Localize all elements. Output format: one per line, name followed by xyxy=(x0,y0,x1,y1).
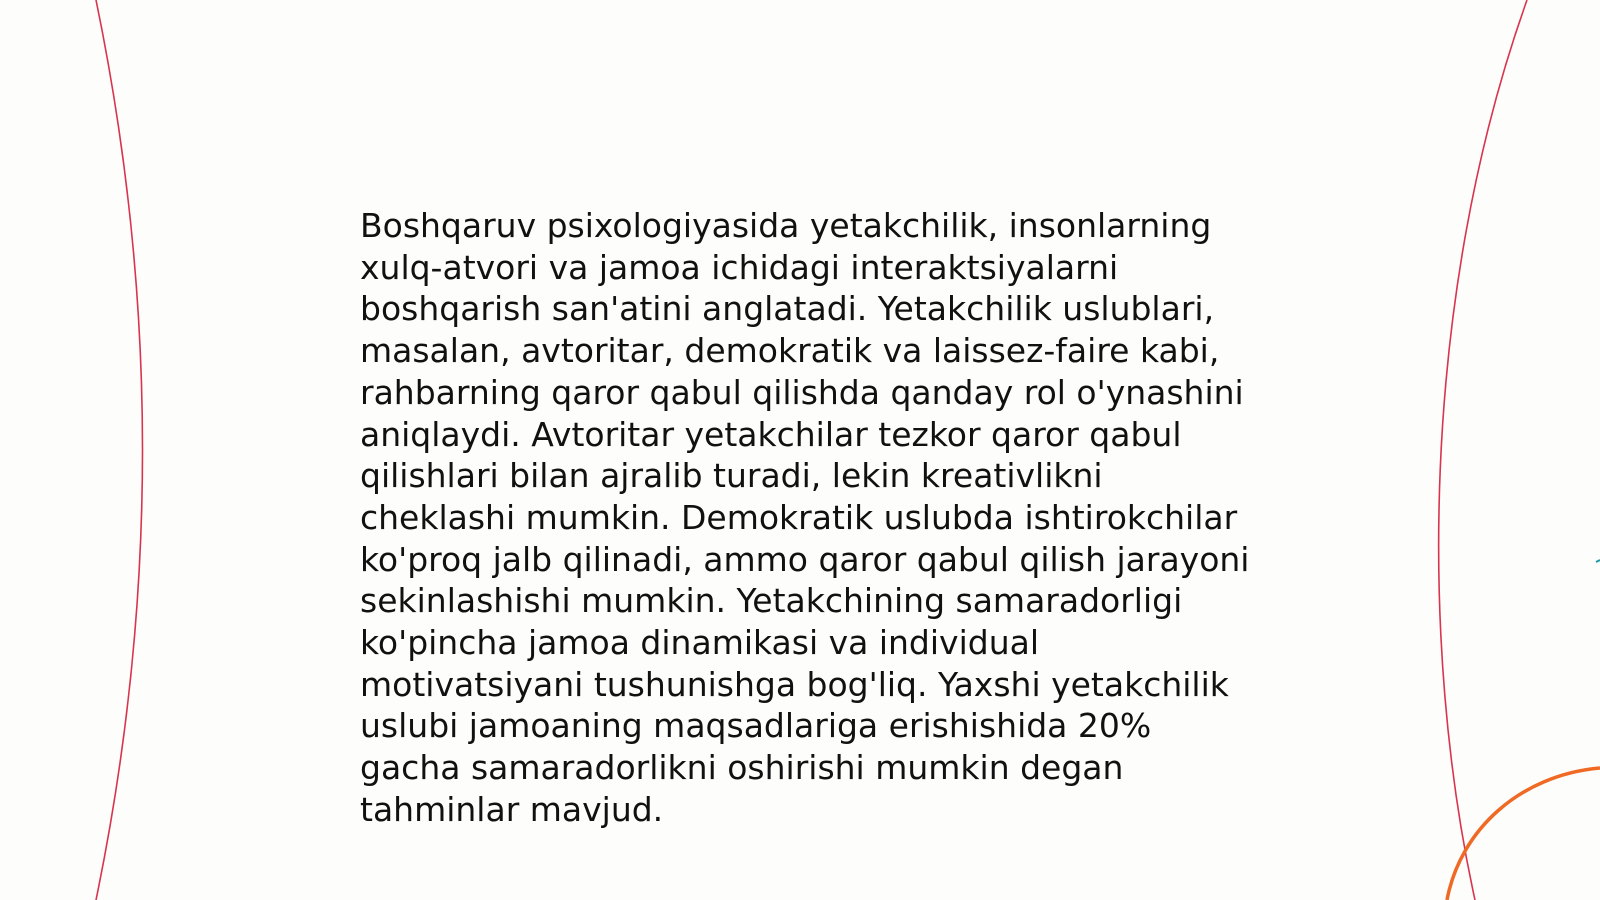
teal-accent-mark xyxy=(1596,560,1600,562)
body-paragraph: Boshqaruv psixologiyasida yetakchilik, insonlarning xulq-atvori va jamoa ichidagi interaktsiyalarni boshqarish san'atini anglatadi. Yetakchilik uslublari, masalan, avtoritar, demokratik va laissez-faire kabi, rahbarning qaror qabul qilishda qanday rol o'ynashini aniqlaydi. Avtoritar yetakchilar tezkor qaror qabul qilishlari bilan ajralib turadi, lekin kreativlikni cheklashi mumkin. Demokratik uslubda ishtirokchilar ko'proq jalb qilinadi, ammo qaror qabul qilish jarayoni sekinlashishi mumkin. Yetakchining samaradorligi ko'pincha jamoa dinamikasi va individual motivatsiyani tushunishga bog'liq. Yaxshi yetakchilik uslubi jamoaning maqsadlariga erishishida 20% gacha samaradorlikni oshirishi mumkin degan tahminlar mavjud. xyxy=(360,206,1250,829)
left-curve-line xyxy=(96,0,143,900)
right-curve-line xyxy=(1439,0,1527,900)
orange-arc xyxy=(1447,768,1600,900)
